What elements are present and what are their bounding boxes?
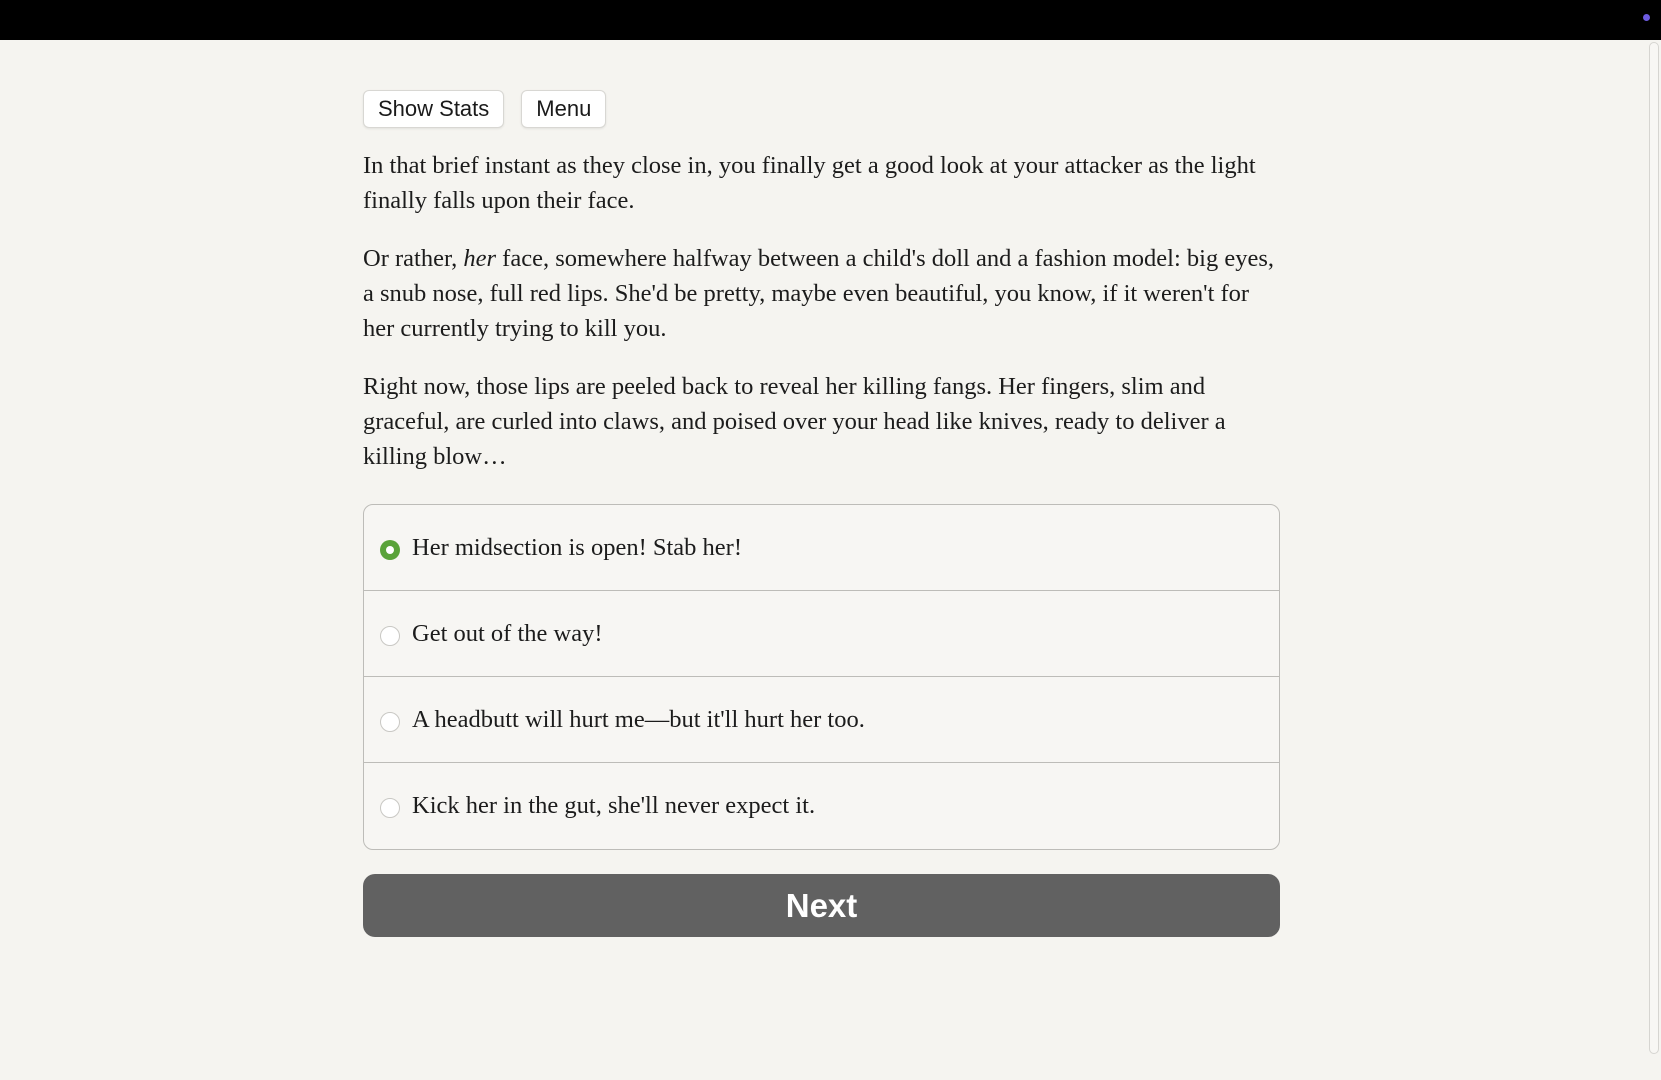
scrollbar[interactable] xyxy=(1649,42,1659,1054)
radio-unselected-icon[interactable] xyxy=(380,712,400,732)
menu-button[interactable]: Menu xyxy=(521,90,606,128)
next-button[interactable]: Next xyxy=(363,874,1280,937)
choice-option-dodge[interactable] xyxy=(364,591,1279,677)
story-paragraph-2-start: Or rather, xyxy=(363,245,464,272)
story-paragraph-1: In that brief instant as they close in, you finally get a good look at your attacker as the light finally falls upon their face. xyxy=(363,152,1256,214)
toolbar xyxy=(363,90,1280,128)
story-paragraph-2 xyxy=(363,241,1280,346)
window-top-bar xyxy=(0,0,1661,40)
choice-option-headbutt[interactable] xyxy=(364,677,1279,763)
choice-label: Kick her in the gut, she'll never expect it. xyxy=(412,792,816,819)
radio-unselected-icon[interactable] xyxy=(380,798,400,818)
story-paragraph-3: Right now, those lips are peeled back to reveal her killing fangs. Her fingers, slim and graceful, are curled into claws, and poised over your head like knives, ready to deliver a killing blow… xyxy=(363,373,1226,470)
story-paragraph-2-emphasis: her xyxy=(463,245,497,272)
story-text xyxy=(363,148,1280,474)
choice-option-stab[interactable] xyxy=(364,505,1279,591)
story-paragraph-2-end: face, somewhere halfway between a child's doll and a fashion model: big eyes, a snub nose, full red lips. She'd be pretty, maybe even beautiful, you know, if it weren't for her currently trying to kill you. xyxy=(363,245,1274,342)
radio-unselected-icon[interactable] xyxy=(380,626,400,646)
status-dot-icon xyxy=(1643,14,1650,21)
choice-label: A headbutt will hurt me—but it'll hurt her too. xyxy=(412,705,865,733)
choice-label: Get out of the way! xyxy=(412,619,603,647)
radio-selected-icon[interactable] xyxy=(380,540,400,560)
choice-list xyxy=(363,504,1280,850)
choice-label: Her midsection is open! Stab her! xyxy=(412,533,742,561)
choice-option-kick[interactable] xyxy=(364,763,1279,849)
show-stats-button[interactable]: Show Stats xyxy=(363,90,504,128)
game-content xyxy=(363,90,1280,937)
